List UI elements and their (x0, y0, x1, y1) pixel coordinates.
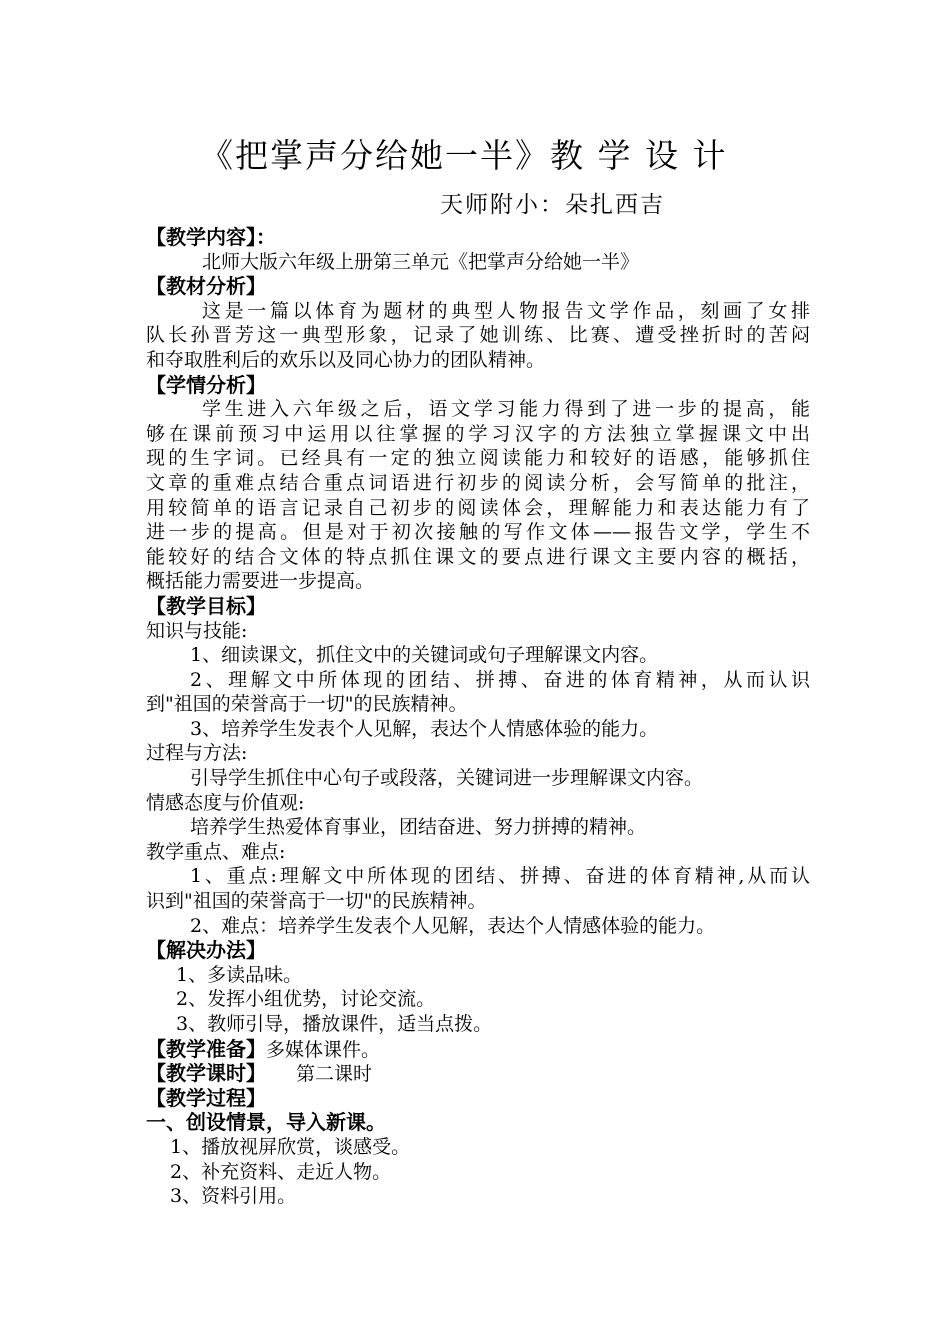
heading-teaching-goals: 【教学目标】 (146, 593, 266, 618)
key-difficult-label: 教学重点、难点: (146, 840, 286, 863)
author-line: 天师附小：朵扎西吉 (440, 192, 665, 218)
goal-1: 1、细读课文，抓住文中的关键词或句子理解课文内容。 (190, 644, 659, 667)
student-line-7: 能较好的结合文体的特点抓住课文的要点进行课文主要内容的概括， (146, 545, 810, 568)
step-1: 1、播放视屏欣赏，谈感受。 (170, 1135, 411, 1158)
method-3: 3、教师引导，播放课件，适当点拨。 (176, 1013, 493, 1035)
student-line-3: 现的生字词。已经具有一定的独立阅读能力和较好的语感，能够抓住 (146, 447, 810, 470)
heading-student-analysis: 【学情分析】 (146, 372, 266, 397)
emotion-values-label: 情感态度与价值观: (146, 791, 305, 814)
document-body (146, 225, 810, 1209)
process-method-label: 过程与方法: (146, 742, 248, 765)
heading-teaching-period: 【教学课时】 (146, 1061, 266, 1086)
heading-teaching-content: 【教学内容】： (146, 225, 276, 249)
heading-material-analysis: 【教材分析】 (146, 274, 266, 299)
teaching-content-text: 北师大版六年级上册第三单元《把掌声分给她一半》 (202, 250, 640, 273)
student-line-1: 学生进入六年级之后，语文学习能力得到了进一步的提高，能 (202, 398, 810, 421)
process-method-text: 引导学生抓住中心句子或段落，关键词进一步理解课文内容。 (190, 767, 704, 790)
goal-2-line-2: 到"祖国的荣誉高于一切"的民族精神。 (146, 693, 468, 716)
student-line-5: 用较简单的语言记录自己初步的阅读体会，理解能力和表达能力有了 (146, 496, 810, 519)
difficult-point: 2、难点：培养学生发表个人见解，表达个人情感体验的能力。 (190, 914, 716, 937)
material-line-3: 和夺取胜利后的欢乐以及同心协力的团队精神。 (146, 348, 546, 371)
teaching-preparation-row (146, 1037, 810, 1062)
material-line-2: 队长孙晋芳这一典型形象，记录了她训练、比赛、遭受挫折时的苦闷 (146, 324, 810, 347)
student-line-8: 概括能力需要进一步提高。 (146, 570, 375, 593)
document-title: 《把掌声分给她一半》教 学 设 计 (200, 136, 728, 175)
knowledge-skills-label: 知识与技能: (146, 619, 248, 642)
key-point-line-1: 1、重点:理解文中所体现的团结、拼搏、奋进的体育精神,从而认 (190, 865, 810, 888)
period-text: 第二课时 (296, 1063, 373, 1086)
goal-3: 3、培养学生发表个人见解，表达个人情感体验的能力。 (190, 717, 659, 740)
emotion-values-text: 培养学生热爱体育事业，团结奋进、努力拼搏的精神。 (190, 816, 647, 839)
preparation-text: 多媒体课件。 (266, 1038, 381, 1061)
heading-solution-methods: 【解决办法】 (146, 938, 266, 963)
goal-2-line-1: 2、理解文中所体现的团结、拼搏、奋进的体育精神，从而认识 (190, 668, 810, 691)
key-point-line-2: 识到"祖国的荣誉高于一切"的民族精神。 (146, 890, 487, 913)
student-line-2: 够在课前预习中运用以往掌握的学习汉字的方法独立掌握课文中出 (146, 422, 810, 445)
heading-teaching-process: 【教学过程】 (146, 1085, 266, 1110)
student-line-4: 文章的重难点结合重点词语进行初步的阅读分析，会写简单的批注， (146, 471, 810, 494)
method-2: 2、发挥小组优势，讨论交流。 (176, 988, 436, 1011)
step-2: 2、补充资料、走近人物。 (170, 1160, 392, 1183)
method-1: 1、多读品味。 (176, 963, 303, 986)
material-line-1: 这是一篇以体育为题材的典型人物报告文学作品，刻画了女排 (202, 299, 810, 322)
section-1-title: 一、创设情景，导入新课。 (146, 1110, 386, 1135)
teaching-period-row (146, 1061, 810, 1086)
step-3: 3、资料引用。 (170, 1185, 297, 1208)
student-line-6: 进一步的提高。但是对于初次接触的写作文体——报告文学，学生不 (146, 521, 810, 544)
heading-teaching-preparation: 【教学准备】 (146, 1036, 266, 1061)
